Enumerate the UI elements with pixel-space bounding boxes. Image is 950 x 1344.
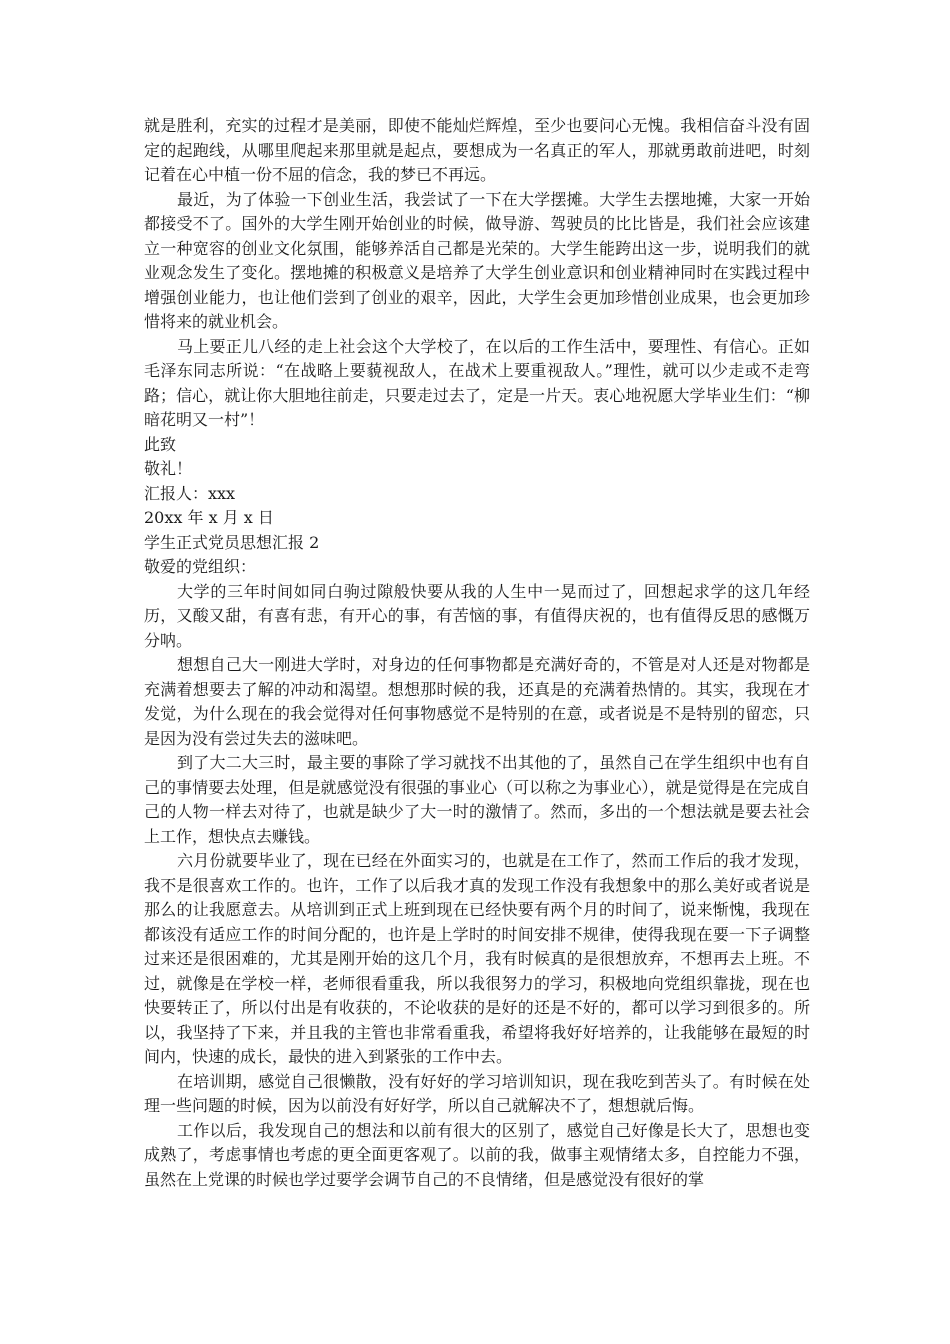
paragraph: 在培训期，感觉自己很懒散，没有好好的学习培训知识，现在我吃到苦头了。有时候在处理一些问题的时候，因为以前没有好好学，所以自己就解决不了，想想就后悔。: [144, 1071, 810, 1115]
paragraph: 到了大二大三时，最主要的事除了学习就找不出其他的了，虽然自己在学生组织中也有自己的事情要去处理，但是就感觉没有很强的事业心（可以称之为事业心），就是觉得是在完成自己的人物一样去对待了，也就是缺少了大一时的激情了。然而，多出的一个想法就是要去社会上工作，想快点去赚钱。: [144, 753, 810, 846]
date-line: 20xx 年 x 月 x 日: [144, 508, 274, 527]
salute-line: 敬礼！: [144, 459, 193, 478]
paragraph: 大学的三年时间如同白驹过隙般快要从我的人生中一晃而过了，回想起求学的这几年经历，又酸又甜，有喜有悲，有开心的事，有苦恼的事，有值得庆祝的，也有值得反思的感慨万分呐。: [144, 581, 810, 650]
paragraph: 就是胜利，充实的过程才是美丽，即使不能灿烂辉煌，至少也要问心无愧。我相信奋斗没有固定的起跑线，从哪里爬起来那里就是起点，要想成为一名真正的军人，那就勇敢前进吧，时刻记着在心中植一份不屈的信念，我的梦已不再远。: [144, 116, 810, 184]
report-subtitle: 学生正式党员思想汇报 2: [144, 532, 320, 552]
reporter-line: 汇报人：xxx: [144, 483, 236, 503]
paragraph: 工作以后，我发现自己的想法和以前有很大的区别了，感觉自己好像是长大了，思想也变成熟了，考虑事情也考虑的更全面更客观了。以前的我，做事主观情绪太多，自控能力不强，虽然在上党课的时候也学过要学会调节自己的不良情绪，但是感觉没有很好的掌: [144, 1120, 810, 1189]
greeting-line: 敬爱的党组织：: [144, 557, 257, 576]
document-page: [144, 114, 810, 1192]
paragraph: 最近，为了体验一下创业生活，我尝试了一下在大学摆摊。大学生去摆地摊，大家一开始都接受不了。国外的大学生刚开始创业的时候，做导游、驾驶员的比比皆是，我们社会应该建立一种宽容的创业文化氛围，能够养活自己都是光荣的。大学生能跨出这一步，说明我们的就业观念发生了变化。摆地摊的积极意义是培养了大学生创业意识和创业精神同时在实践过程中增强创业能力，也让他们尝到了创业的艰辛，因此，大学生会更加珍惜创业成果，也会更加珍惜将来的就业机会。: [144, 189, 810, 331]
paragraph: 六月份就要毕业了，现在已经在外面实习的，也就是在工作了，然而工作后的我才发现，我不是很喜欢工作的。也许，工作了以后我才真的发现工作没有我想象中的那么美好或者说是那么的让我愿意去。从培训到正式上班到现在已经快要有两个月的时间了，说来惭愧，我现在都该没有适应工作的时间分配的，也许是上学时的时间安排不规律，使得我现在要一下子调整过来还是很困难的，尤其是刚开始的这几个月，我有时候真的是很想放弃，不想再去上班。不过，就像是在学校一样，老师很看重我，所以我很努力的学习，积极地向党组织靠拢，现在也快要转正了，所以付出是有收获的，不论收获的是好的还是不好的，都可以学习到很多的。所以，我坚持了下来，并且我的主管也非常看重我，希望将我好好培养的，让我能够在最短的时间内，快速的成长，最快的进入到紧张的工作中去。: [144, 851, 810, 1066]
closing-line: 此致: [144, 434, 177, 454]
paragraph: 想想自己大一刚进大学时，对身边的任何事物都是充满好奇的，不管是对人还是对物都是充满着想要去了解的冲动和渴望。想想那时候的我，还真是的充满着热情的。其实，我现在才发觉，为什么现在的我会觉得对任何事物感觉不是特别的在意，或者说是不是特别的留恋，只是因为没有尝过失去的滋味吧。: [144, 655, 810, 748]
paragraph: 马上要正儿八经的走上社会这个大学校了，在以后的工作生活中，要理性、有信心。正如毛泽东同志所说：“在战略上要藐视敌人，在战术上要重视敌人。”理性，就可以少走或不走弯路；信心，就让你大胆地往前走，只要走过去了，定是一片天。衷心地祝愿大学毕业生们：“柳暗花明又一村”！: [144, 336, 810, 429]
